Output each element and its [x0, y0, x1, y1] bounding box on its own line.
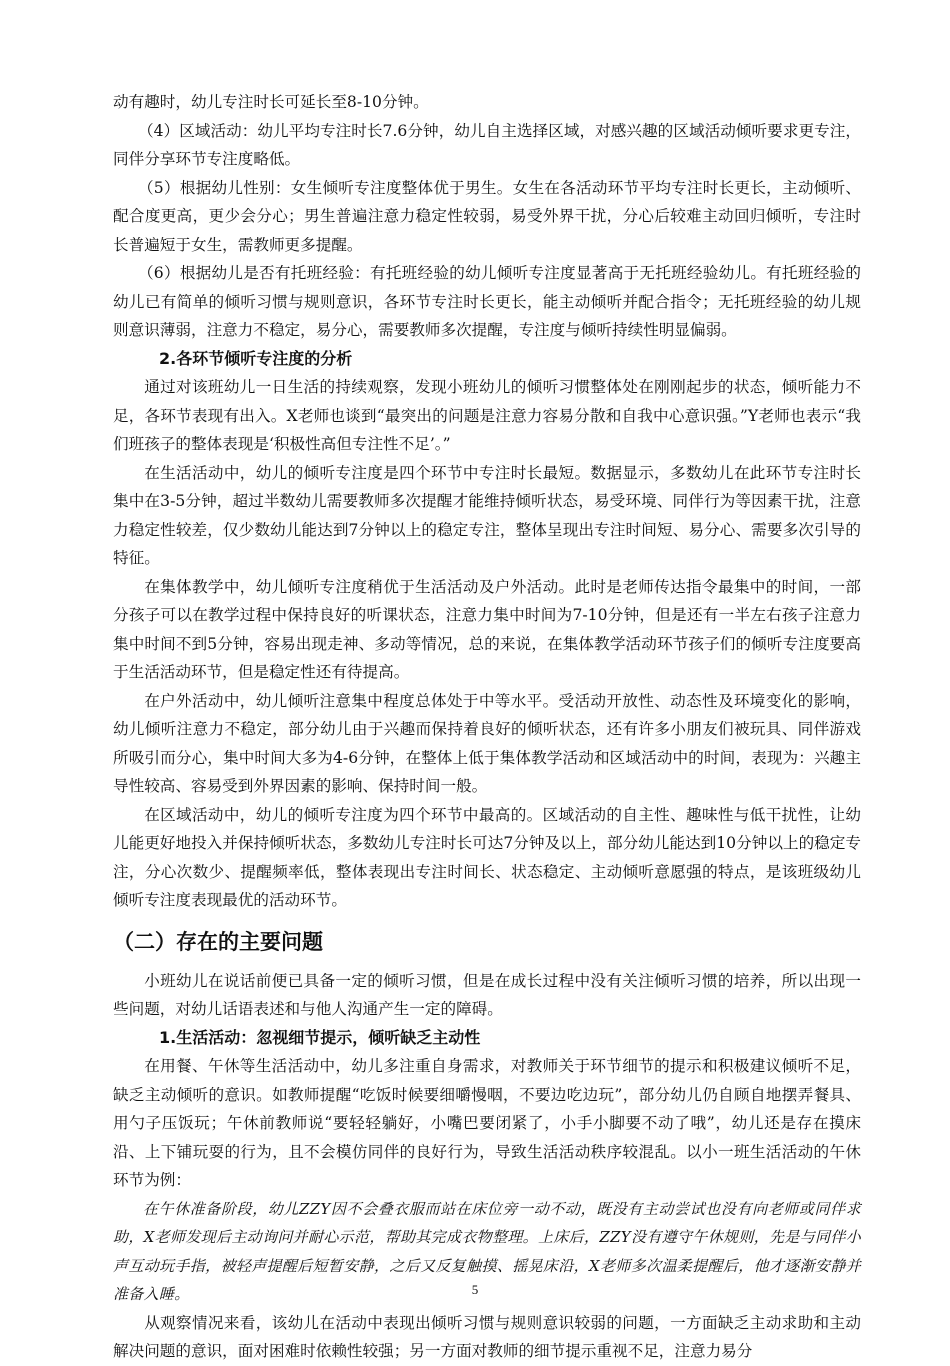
paragraph-outdoor: 在户外活动中，幼儿倾听注意集中程度总体处于中等水平。受活动开放性、动态性及环境变化的影响，幼儿倾听注意力不稳定，部分幼儿由于兴趣而保持着良好的倾听状态，还有许多小朋友们被玩具、同伴游戏所吸引而分心，集中时间大多为4-6分钟，在整体上低于集体教学活动和区域活动中的时间，表现为：兴趣主导性较高、容易受到外界因素的影响、保持时间一般。 [113, 691, 861, 795]
case-quote: 在午休准备阶段，幼儿ZZY因不会叠衣服而站在床位旁一动不动，既没有主动尝试也没有向老师或同伴求助，X老师发现后主动询问并耐心示范，帮助其完成衣物整理。上床后，ZZY没有遵守午休规则，先是与同伴小声互动玩手指，被轻声提醒后短暂安静，之后又反复触摸、摇晃床沿，X老师多次温柔提醒后，他才逐渐安静并准备入睡。 [113, 1199, 861, 1303]
paragraph-analysis-tail: 从观察情况来看，该幼儿在活动中表现出倾听习惯与规则意识较弱的问题，一方面缺乏主动求助和主动解决问题的意识，面对困难时依赖性较强；另一方面对教师的细节提示重视不足，注意力易分 [113, 1313, 861, 1360]
page-number: 5 [471, 1282, 479, 1297]
section-heading-analysis: 2.各环节倾听专注度的分析 [159, 348, 353, 368]
paragraph-life-activity: 在用餐、午休等生活活动中，幼儿多注重自身需求，对教师关于环节细节的提示和积极建议倾听不足，缺乏主动倾听的意识。如教师提醒“吃饭时候要细嚼慢咽，不要边吃边玩”，部分幼儿仍自顾自地摆弄餐具、用勺子压饭玩；午休前教师说“要轻轻躺好，小嘴巴要闭紧了，小手小脚要不动了哦”，幼儿还是存在摸床沿、上下铺玩耍的行为，且不会模仿同伴的良好行为，导致生活活动秩序较混乱。以小一班生活活动的午休环节为例： [113, 1057, 861, 1189]
chapter-heading-problems: （二）存在的主要问题 [113, 929, 323, 954]
paragraph-gender: （5）根据幼儿性别：女生倾听专注度整体优于男生。女生在各活动环节平均专注时长更长，主动倾听、配合度更高，更少会分心；男生普遍注意力稳定性较弱，易受外界干扰，分心后较难主动回归倾听，专注时长普遍短于女生，需教师更多提醒。 [113, 178, 861, 254]
paragraph-observation: 通过对该班幼儿一日生活的持续观察，发现小班幼儿的倾听习惯整体处在刚刚起步的状态，倾听能力不足，各环节表现有出入。X老师也谈到“最突出的问题是注意力容易分散和自我中心意识强。”Y老师也表示“我们班孩子的整体表现是‘积极性高但专注性不足’。” [113, 378, 861, 453]
paragraph-group-teaching: 在集体教学中，幼儿倾听专注度稍优于生活活动及户外活动。此时是老师传达指令最集中的时间，一部分孩子可以在教学过程中保持良好的听课状态，注意力集中时间为7-10分钟，但是还有一半左右孩子注意力集中时间不到5分钟，容易出现走神、多动等情况，总的来说，在集体教学活动环节孩子们的倾听专注度要高于生活活动环节，但是稳定性还有待提高。 [113, 577, 861, 681]
document-page [113, 88, 861, 1366]
paragraph-nursery-experience: （6）根据幼儿是否有托班经验：有托班经验的幼儿倾听专注度显著高于无托班经验幼儿。有托班经验的幼儿已有简单的倾听习惯与规则意识，各环节专注时长更长，能主动倾听并配合指令；无托班经验的幼儿规则意识薄弱，注意力不稳定，易分心，需要教师多次提醒，专注度与倾听持续性明显偏弱。 [113, 264, 861, 339]
paragraph-continuation: 动有趣时，幼儿专注时长可延长至8-10分钟。 [113, 93, 429, 111]
paragraph-regional-activity: （4）区域活动：幼儿平均专注时长7.6分钟，幼儿自主选择区域，对感兴趣的区域活动倾听要求更专注，同伴分享环节专注度略低。 [113, 121, 861, 168]
section-heading-life-activity: 1.生活活动：忽视细节提示，倾听缺乏主动性 [159, 1027, 481, 1047]
paragraph-area-activity: 在区域活动中，幼儿的倾听专注度为四个环节中最高的。区域活动的自主性、趣味性与低干扰性，让幼儿能更好地投入并保持倾听状态，多数幼儿专注时长可达7分钟及以上，部分幼儿能达到10分钟以上的稳定专注，分心次数少、提醒频率低，整体表现出专注时间长、状态稳定、主动倾听意愿强的特点，是该班级幼儿倾听专注度表现最优的活动环节。 [113, 805, 861, 909]
paragraph-problems-intro: 小班幼儿在说话前便已具备一定的倾听习惯，但是在成长过程中没有关注倾听习惯的培养，所以出现一些问题，对幼儿话语表述和与他人沟通产生一定的障碍。 [113, 971, 861, 1018]
paragraph-daily-life: 在生活活动中，幼儿的倾听专注度是四个环节中专注时长最短。数据显示，多数幼儿在此环节专注时长集中在3-5分钟，超过半数幼儿需要教师多次提醒才能维持倾听状态，易受环境、同伴行为等因素干扰，注意力稳定性较差，仅少数幼儿能达到7分钟以上的稳定专注，整体呈现出专注时间短、易分心、需要多次引导的特征。 [113, 463, 861, 567]
